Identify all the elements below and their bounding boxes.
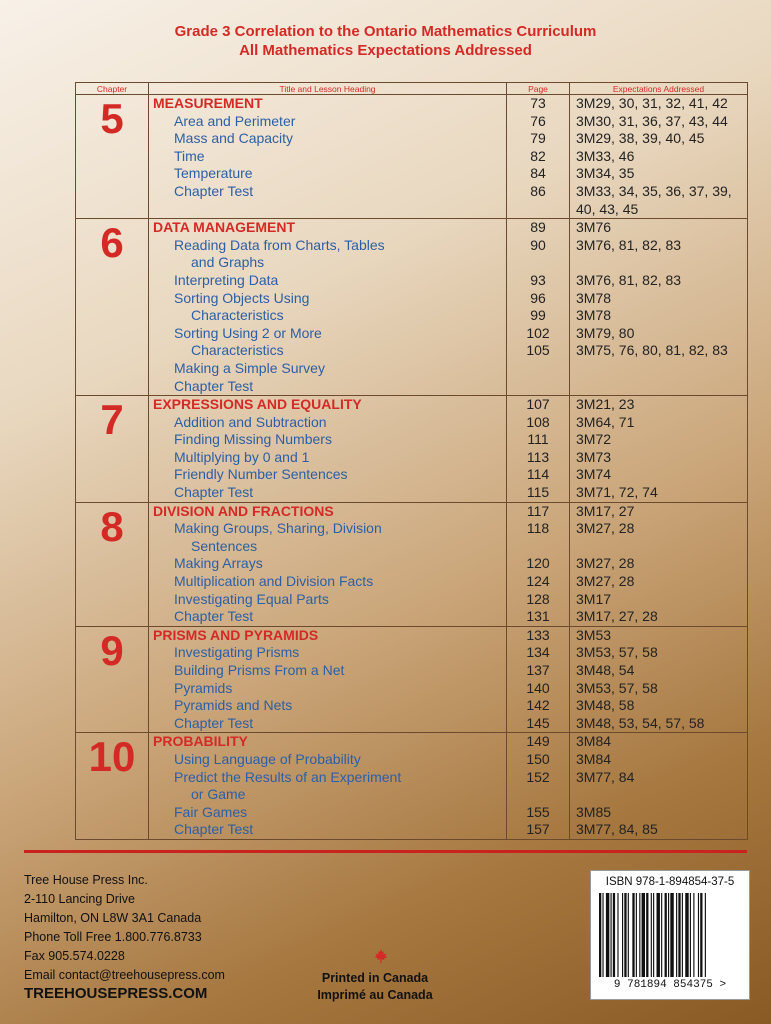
barcode-bar <box>693 893 694 977</box>
page-number: 124 <box>526 573 550 590</box>
page-number: 73 <box>530 95 546 111</box>
chapter-number: 5 <box>76 95 149 219</box>
lesson-title: Chapter Test <box>174 484 254 501</box>
expectations-text: 3M77, 84 <box>576 768 635 785</box>
barcode-bar <box>653 893 654 977</box>
page-number-cell <box>507 733 570 840</box>
page-number: 140 <box>526 679 550 696</box>
page-number: 131 <box>526 608 550 625</box>
page-number: 150 <box>526 750 550 767</box>
barcode-bar <box>700 893 702 977</box>
page-number: 76 <box>530 112 546 129</box>
expectations-text: 3M33, 34, 35, 36, 37, 39, <box>576 182 732 199</box>
expectations-text: 3M79, 80 <box>576 324 635 341</box>
page-title: Grade 3 Correlation to the Ontario Mathematics Curriculum <box>174 23 597 40</box>
page-number: 86 <box>530 182 546 199</box>
page-number: 111 <box>527 431 549 448</box>
lesson-title: and Graphs <box>191 254 265 271</box>
page-number: 96 <box>530 289 546 306</box>
lesson-title: Time <box>174 147 205 164</box>
lesson-title-cell <box>149 626 507 733</box>
lesson-title: Mass and Capacity <box>174 130 294 147</box>
header-page: Page <box>507 83 570 95</box>
chapter-heading: DATA MANAGEMENT <box>153 219 296 236</box>
table-header-row <box>76 83 748 95</box>
chapter-heading: DIVISION AND FRACTIONS <box>153 502 334 519</box>
page-number: 133 <box>526 626 550 643</box>
page-number <box>507 201 569 219</box>
barcode-bar <box>646 893 648 977</box>
page-number: 128 <box>526 590 550 607</box>
lesson-title-cell <box>149 733 507 840</box>
expectations-text: 3M84 <box>576 733 612 750</box>
lesson-title: Chapter Test <box>174 377 254 394</box>
page-subtitle: All Mathematics Expectations Addressed <box>239 42 532 59</box>
lesson-title: Area and Perimeter <box>174 112 296 129</box>
lesson-title: Friendly Number Sentences <box>174 466 348 483</box>
barcode-bar <box>668 893 669 977</box>
page-number <box>507 538 569 556</box>
expectations-text: 3M29, 38, 39, 40, 45 <box>576 130 705 147</box>
street-address: 2-110 Lancing Drive <box>24 892 135 906</box>
barcode-bar <box>611 893 612 977</box>
lesson-title: Characteristics <box>191 307 284 324</box>
expectations-text: 3M29, 30, 31, 32, 41, 42 <box>576 95 728 111</box>
chapter-row <box>76 626 748 733</box>
page-number: 157 <box>526 821 550 838</box>
expectations-cell <box>570 502 748 626</box>
chapter-number: 8 <box>76 502 149 626</box>
page-number-cell <box>507 219 570 396</box>
chapter-heading: MEASUREMENT <box>153 95 263 111</box>
expectations-text: 40, 43, 45 <box>576 200 639 217</box>
printed-french: Imprimé au Canada <box>317 988 433 1002</box>
page-number: 149 <box>526 733 550 750</box>
page-number-cell <box>507 502 570 626</box>
barcode-bar <box>657 893 660 977</box>
expectations-text: 3M72 <box>576 431 612 448</box>
page-number: 105 <box>526 342 550 359</box>
maple-leaf-icon <box>374 949 388 963</box>
page-number <box>507 786 569 804</box>
expectations-text: 3M33, 46 <box>576 147 635 164</box>
page-number: 137 <box>526 662 550 678</box>
isbn-barcode <box>590 870 750 1000</box>
expectations-text: 3M30, 31, 36, 37, 43, 44 <box>576 112 728 129</box>
publisher-address <box>24 871 225 985</box>
expectations-text: 3M71, 72, 74 <box>576 484 658 501</box>
email-address: Email contact@treehousepress.com <box>24 968 225 982</box>
page-number: 145 <box>526 714 550 731</box>
barcode-icon <box>597 893 743 977</box>
barcode-bar <box>617 893 618 977</box>
lesson-title: Fair Games <box>174 803 248 820</box>
barcode-bar <box>676 893 677 977</box>
expectations-cell <box>570 733 748 840</box>
lesson-title: Sentences <box>191 537 258 554</box>
lesson-title: Addition and Subtraction <box>174 413 327 430</box>
expectations-text: 3M84 <box>576 750 612 767</box>
page-number: 115 <box>526 484 550 501</box>
website-link[interactable]: TREEHOUSEPRESS.COM <box>24 985 208 1002</box>
lesson-title: Making a Simple Survey <box>174 359 325 376</box>
page-number <box>507 254 569 272</box>
chapter-heading: PRISMS AND PYRAMIDS <box>153 626 319 643</box>
lesson-title: Characteristics <box>191 342 284 359</box>
expectations-text: 3M17, 27 <box>576 502 635 519</box>
page-number: 99 <box>530 307 546 324</box>
chapter-number: 10 <box>76 733 149 840</box>
expectations-cell <box>570 396 748 503</box>
lesson-title: Chapter Test <box>174 821 254 838</box>
lesson-title: Temperature <box>174 165 253 182</box>
barcode-bar <box>632 893 634 977</box>
chapter-row <box>76 219 748 396</box>
page-number: 90 <box>530 236 546 253</box>
barcode-bar <box>698 893 699 977</box>
lesson-title: Chapter Test <box>174 182 254 199</box>
expectations-text: 3M76, 81, 82, 83 <box>576 236 682 253</box>
lesson-title: Predict the Results of an Experiment <box>174 768 402 785</box>
page-number: 79 <box>530 130 546 147</box>
lesson-title-cell <box>149 95 507 219</box>
lesson-title: Using Language of Probability <box>174 750 361 767</box>
lesson-title-cell <box>149 396 507 503</box>
lesson-title: Building Prisms From a Net <box>174 662 345 678</box>
printed-in-canada <box>310 970 440 1004</box>
expectations-text: 3M64, 71 <box>576 413 635 430</box>
barcode-bar <box>602 893 603 977</box>
lesson-title: Reading Data from Charts, Tables <box>174 236 385 253</box>
chapter-heading: EXPRESSIONS AND EQUALITY <box>153 396 362 413</box>
barcode-bar <box>670 893 673 977</box>
page-number: 117 <box>526 502 550 519</box>
expectations-cell <box>570 626 748 733</box>
barcode-bar <box>661 893 662 977</box>
page-number: 107 <box>526 396 550 413</box>
expectations-text: 3M75, 76, 80, 81, 82, 83 <box>576 342 728 359</box>
lesson-title: Chapter Test <box>174 608 254 625</box>
page-number: 108 <box>526 413 550 430</box>
expectations-text: 3M53, 57, 58 <box>576 679 658 696</box>
publisher-name: Tree House Press Inc. <box>24 873 148 887</box>
barcode-bar <box>682 893 683 977</box>
isbn-number: ISBN 978-1-894854-37-5 <box>605 876 735 888</box>
lesson-title-cell <box>149 502 507 626</box>
chapter-row <box>76 733 748 840</box>
barcode-bar <box>665 893 667 977</box>
city-address: Hamilton, ON L8W 3A1 Canada <box>24 911 202 925</box>
lesson-title <box>149 201 506 219</box>
page-number-cell <box>507 95 570 219</box>
expectations-text: 3M48, 58 <box>576 697 635 714</box>
expectations-text: 3M53, 57, 58 <box>576 644 658 661</box>
expectations-text: 3M48, 54 <box>576 662 635 678</box>
chapter-number: 9 <box>76 626 149 733</box>
expectations-text: 3M21, 23 <box>576 396 635 413</box>
barcode-bar <box>606 893 609 977</box>
lesson-title: Pyramids <box>174 679 233 696</box>
lesson-title: Pyramids and Nets <box>174 697 293 714</box>
page-number: 84 <box>530 165 546 182</box>
expectations-text: 3M74 <box>576 466 612 483</box>
barcode-bar <box>685 893 688 977</box>
page-number-cell <box>507 626 570 733</box>
barcode-bar <box>651 893 652 977</box>
page-number: 142 <box>526 697 550 714</box>
page-number: 89 <box>530 219 546 236</box>
barcode-bar <box>599 893 601 977</box>
lesson-title: Finding Missing Numbers <box>174 431 332 448</box>
expectations-text: 3M76, 81, 82, 83 <box>576 271 682 288</box>
page-number: 155 <box>526 803 550 820</box>
correlation-table <box>75 82 748 840</box>
barcode-bar <box>690 893 691 977</box>
lesson-title: Multiplying by 0 and 1 <box>174 448 310 465</box>
chapter-row <box>76 396 748 503</box>
lesson-title: Sorting Using 2 or More <box>174 324 322 341</box>
expectations-text <box>570 538 747 556</box>
expectations-text: 3M77, 84, 85 <box>576 821 658 838</box>
expectations-text: 3M85 <box>576 803 612 820</box>
expectations-text: 3M48, 53, 54, 57, 58 <box>576 714 705 731</box>
lesson-title: Multiplication and Division Facts <box>174 573 374 590</box>
expectations-text: 3M73 <box>576 448 612 465</box>
page-number: 134 <box>526 644 550 661</box>
lesson-title: Sorting Objects Using <box>174 289 310 306</box>
header-chapter: Chapter <box>76 83 149 95</box>
barcode-bar <box>642 893 645 977</box>
page-number-cell <box>507 396 570 503</box>
expectations-text: 3M78 <box>576 307 612 324</box>
page-number: 120 <box>526 555 550 572</box>
expectations-text: 3M17, 27, 28 <box>576 608 658 625</box>
barcode-bar <box>613 893 615 977</box>
fax-number: Fax 905.574.0228 <box>24 949 125 963</box>
expectations-cell <box>570 95 748 219</box>
expectations-text: 3M76 <box>576 219 612 236</box>
expectations-text: 3M27, 28 <box>576 555 635 572</box>
barcode-bar <box>639 893 640 977</box>
expectations-text: 3M27, 28 <box>576 520 635 537</box>
chapter-number: 6 <box>76 219 149 396</box>
printed-english: Printed in Canada <box>321 971 429 985</box>
page-number: 93 <box>530 271 546 288</box>
barcode-bar <box>628 893 629 977</box>
chapter-row <box>76 95 748 219</box>
expectations-text <box>570 378 747 396</box>
lesson-title-cell <box>149 219 507 396</box>
page-number: 102 <box>526 324 550 341</box>
page-number <box>507 360 569 378</box>
lesson-title: Making Arrays <box>174 555 263 572</box>
page-number <box>507 378 569 396</box>
expectations-text <box>570 360 747 378</box>
barcode-bar <box>705 893 706 977</box>
lesson-title: Investigating Prisms <box>174 644 300 661</box>
barcode-bar <box>624 893 626 977</box>
expectations-cell <box>570 219 748 396</box>
lesson-title: Investigating Equal Parts <box>174 590 329 607</box>
header-title: Title and Lesson Heading <box>149 83 507 95</box>
footer-divider <box>24 850 747 853</box>
expectations-text: 3M27, 28 <box>576 573 635 590</box>
page-number: 113 <box>526 448 550 465</box>
lesson-title: Interpreting Data <box>174 271 279 288</box>
barcode-bar <box>622 893 623 977</box>
chapter-number: 7 <box>76 396 149 503</box>
expectations-text: 3M34, 35 <box>576 165 635 182</box>
expectations-text: 3M17 <box>576 590 612 607</box>
barcode-digits: 9 781894 854375 > <box>613 979 727 991</box>
chapter-heading: PROBABILITY <box>153 733 248 750</box>
phone-number: Phone Toll Free 1.800.776.8733 <box>24 930 202 944</box>
barcode-bar <box>678 893 680 977</box>
page-number: 82 <box>530 147 546 164</box>
barcode-bar <box>636 893 637 977</box>
page-number: 152 <box>526 768 550 785</box>
lesson-title: Chapter Test <box>174 714 254 731</box>
expectations-text: 3M78 <box>576 289 612 306</box>
chapter-row <box>76 502 748 626</box>
page-number: 118 <box>526 520 550 537</box>
expectations-text: 3M53 <box>576 626 612 643</box>
expectations-text <box>570 254 747 272</box>
page-number: 114 <box>526 466 550 483</box>
lesson-title: Making Groups, Sharing, Division <box>174 520 382 537</box>
header-expectations: Expectations Addressed <box>570 83 748 95</box>
expectations-text <box>570 786 747 804</box>
lesson-title: or Game <box>191 786 246 803</box>
